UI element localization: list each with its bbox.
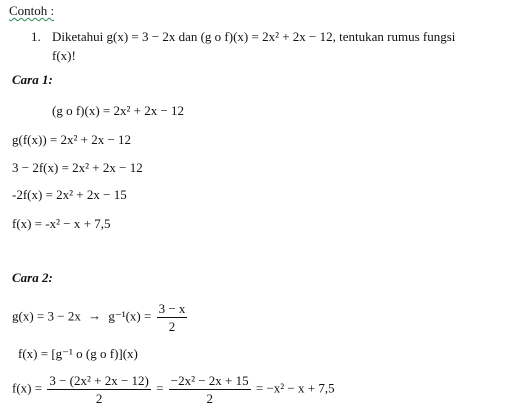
g-definition: g(x) = 3 − 2x — [12, 308, 81, 324]
cara1-title: Cara 1: — [12, 72, 53, 87]
problem-statement-line1: Diketahui g(x) = 3 − 2x dan (g o f)(x) = 2x² + 2x − 12, tentukan rumus fungsi — [52, 29, 456, 44]
fraction2-numerator: −2x² − 2x + 15 — [170, 373, 249, 388]
final-result: = −x² − x + 7,5 — [255, 380, 335, 396]
problem-statement-line2: f(x)! — [52, 48, 76, 63]
final-fraction-2 — [169, 374, 251, 405]
g-inverse-label: g⁻¹(x) = — [108, 308, 152, 324]
g-inverse-fraction — [157, 302, 188, 333]
fraction1-denominator: 2 — [95, 391, 103, 406]
fraction1-numerator: 3 − (2x² + 2x − 12) — [49, 373, 149, 388]
cara1-step2: g(f(x)) = 2x² + 2x − 12 — [12, 132, 132, 147]
g-inverse-denominator: 2 — [168, 319, 176, 334]
arrow-icon: → — [88, 308, 102, 324]
problem-number: 1. — [31, 29, 41, 44]
cara2-g-line — [12, 302, 189, 333]
example-heading: Contoh : — [9, 3, 55, 18]
cara1-step4: -2f(x) = 2x² + 2x − 15 — [12, 187, 127, 202]
cara1-step5: f(x) = -x² − x + 7,5 — [12, 216, 111, 231]
cara2-title: Cara 2: — [12, 270, 53, 285]
final-lhs: f(x) = — [12, 380, 43, 396]
cara2-composition: f(x) = [g⁻¹ o (g o f)](x) — [18, 346, 138, 361]
equals-sign: = — [156, 380, 164, 396]
final-fraction-1 — [47, 374, 151, 405]
cara1-step3: 3 − 2f(x) = 2x² + 2x − 12 — [12, 160, 143, 175]
g-inverse-numerator: 3 − x — [158, 301, 186, 316]
cara1-step1: (g o f)(x) = 2x² + 2x − 12 — [52, 103, 185, 118]
cara2-final-line — [12, 374, 335, 405]
fraction2-denominator: 2 — [206, 391, 213, 406]
